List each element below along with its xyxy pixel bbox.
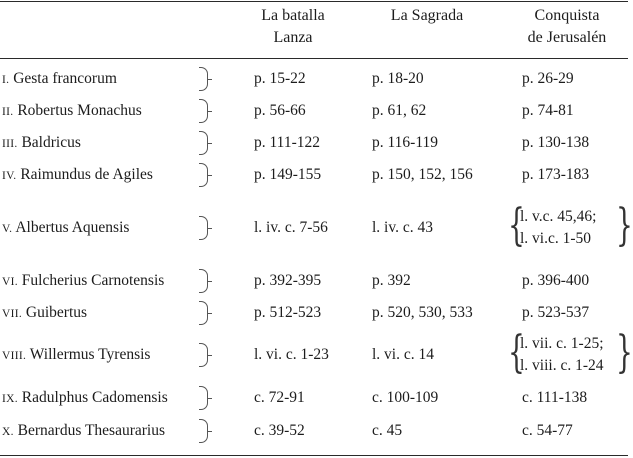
la-sagrada-cell: p. 61, 62: [372, 102, 427, 119]
row-brace: [199, 163, 208, 187]
author-cell: [2, 388, 168, 409]
la-sagrada-cell: p. 520, 530, 533: [372, 304, 473, 321]
la-sagrada-cell: l. iv. c. 43: [372, 219, 433, 236]
batalla-lanza-cell: p. 111-122: [254, 134, 321, 151]
author-cell: [2, 303, 87, 324]
row-brace: [199, 216, 208, 240]
row-numeral: VIII.: [2, 350, 27, 362]
conquista-cell: p. 130-138: [522, 134, 590, 151]
batalla-lanza-cell: c. 39-52: [254, 422, 305, 439]
la-sagrada-cell: c. 100-109: [372, 389, 439, 406]
row-numeral: III.: [2, 138, 18, 150]
row-numeral: VII.: [2, 308, 23, 320]
conquista-cell: p. 523-537: [522, 304, 590, 321]
row-numeral: IV.: [2, 170, 17, 182]
row-brace: [199, 386, 208, 410]
batalla-lanza-cell: p. 512-523: [254, 304, 322, 321]
header-la-batalla-lanza: La batalla Lanza: [261, 7, 325, 46]
author-cell: [2, 421, 165, 442]
conquista-cell-multi: [508, 327, 633, 378]
bottom-rule: [0, 455, 628, 456]
row-brace: [199, 131, 208, 155]
author-name: Baldricus: [17, 134, 81, 151]
author-cell: [2, 165, 153, 186]
author-name: Albertus Aquensis: [12, 219, 130, 236]
batalla-lanza-cell: p. 149-155: [254, 166, 322, 183]
left-brace: {: [508, 327, 525, 378]
top-rule: [0, 1, 628, 2]
row-numeral: X.: [2, 426, 14, 438]
author-name: Bernardus Thesaurarius: [13, 422, 166, 439]
author-name: Raimundus de Agiles: [16, 166, 153, 183]
conquista-cell: p. 74-81: [522, 102, 574, 119]
row-numeral: V.: [2, 223, 13, 235]
conquista-cell: c. 111-138: [522, 389, 588, 406]
author-cell: [2, 345, 150, 366]
row-brace: [199, 343, 208, 367]
la-sagrada-cell: p. 392: [372, 272, 411, 289]
author-name: Fulcherius Carnotensis: [17, 272, 165, 289]
row-brace: [199, 67, 208, 91]
conquista-cell: p. 173-183: [522, 166, 590, 183]
author-cell: [2, 271, 164, 292]
left-brace: {: [508, 200, 525, 251]
row-numeral: I.: [2, 74, 10, 86]
conquista-line: l. v.c. 45,46;: [520, 208, 597, 225]
la-sagrada-cell: p. 150, 152, 156: [372, 166, 473, 183]
row-numeral: IX.: [2, 393, 18, 405]
row-brace: [199, 419, 208, 443]
author-name: Radulphus Cadomensis: [17, 389, 168, 406]
conquista-line: l. vii. c. 1-25;: [520, 335, 604, 352]
row-brace: [199, 99, 208, 123]
conquista-cell: c. 54-77: [522, 422, 573, 439]
header-la-sagrada: La Sagrada: [390, 7, 464, 24]
batalla-lanza-cell: p. 392-395: [254, 272, 322, 289]
conquista-line: l. vi.c. 1-50: [520, 230, 592, 247]
right-brace: }: [616, 327, 633, 378]
right-brace: }: [616, 200, 633, 251]
author-cell: [2, 69, 117, 90]
author-name: Willermus Tyrensis: [26, 346, 151, 363]
conquista-cell: p. 396-400: [522, 272, 590, 289]
batalla-lanza-cell: l. iv. c. 7-56: [254, 219, 328, 236]
author-cell: [2, 133, 81, 154]
row-numeral: II.: [2, 106, 14, 118]
la-sagrada-cell: c. 45: [372, 422, 403, 439]
header-rule: [0, 58, 628, 59]
la-sagrada-cell: l. vi. c. 14: [372, 346, 434, 363]
la-sagrada-cell: p. 18-20: [372, 70, 424, 87]
conquista-line: l. viii. c. 1-24: [520, 357, 604, 374]
author-cell: [2, 218, 129, 239]
author-name: Gesta francorum: [9, 70, 117, 87]
author-name: Robertus Monachus: [13, 102, 142, 119]
la-sagrada-cell: p. 116-119: [372, 134, 439, 151]
batalla-lanza-cell: c. 72-91: [254, 389, 305, 406]
conquista-cell: p. 26-29: [522, 70, 574, 87]
row-brace: [199, 301, 208, 325]
batalla-lanza-cell: p. 15-22: [254, 70, 306, 87]
header-conquista-de-jerusalen: Conquista de Jerusalén: [527, 7, 607, 46]
author-cell: [2, 101, 142, 122]
author-name: Guibertus: [22, 304, 88, 321]
row-brace: [199, 269, 208, 293]
batalla-lanza-cell: l. vi. c. 1-23: [254, 346, 329, 363]
row-numeral: VI.: [2, 276, 18, 288]
batalla-lanza-cell: p. 56-66: [254, 102, 306, 119]
conquista-cell-multi: [508, 200, 633, 251]
